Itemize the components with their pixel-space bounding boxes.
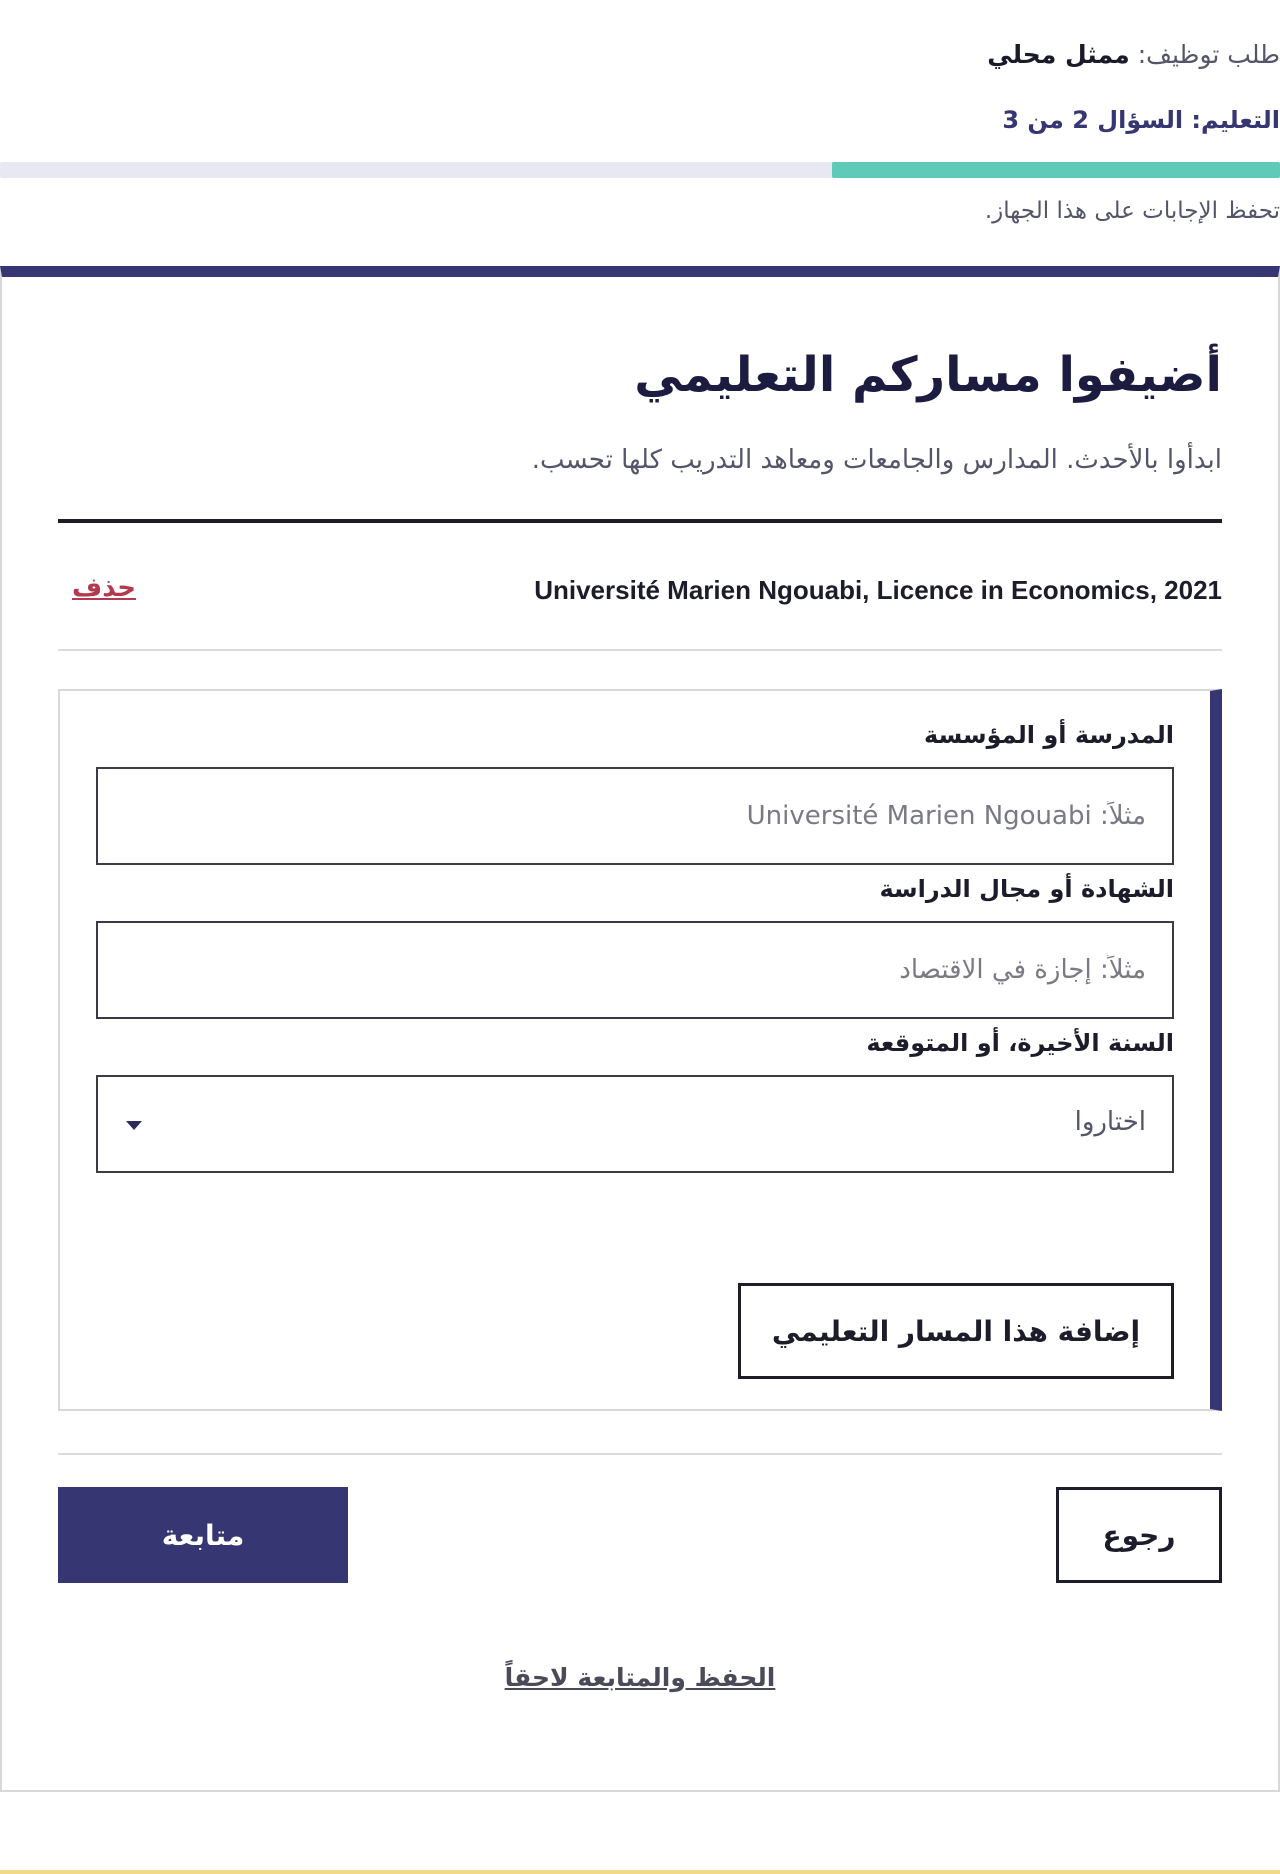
year-select[interactable]	[96, 1075, 1174, 1173]
year-select-value: اختاروا	[1074, 1107, 1146, 1137]
education-card	[0, 266, 1280, 1792]
degree-input[interactable]	[96, 921, 1174, 1019]
back-button[interactable]: رجوع	[1056, 1487, 1222, 1583]
save-and-continue-later-link[interactable]: الحفظ والمتابعة لاحقاً	[504, 1663, 776, 1692]
add-education-form	[58, 689, 1222, 1411]
school-input[interactable]	[96, 767, 1174, 865]
job-prefix: طلب توظيف:	[1129, 40, 1280, 69]
section-divider	[58, 519, 1222, 523]
progress-bar	[0, 162, 1280, 178]
education-entry	[58, 563, 1222, 623]
delete-entry-link[interactable]: حذف	[72, 573, 136, 603]
education-entry-text: Université Marien Ngouabi, Licence in Economics, 2021	[534, 575, 1222, 605]
job-application-line	[987, 40, 1280, 69]
add-education-button[interactable]: إضافة هذا المسار التعليمي	[738, 1283, 1174, 1379]
step-indicator: التعليم: السؤال 2 من 3	[1002, 106, 1280, 134]
job-name: ممثل محلي	[987, 40, 1130, 69]
school-label: المدرسة أو المؤسسة	[924, 721, 1174, 749]
actions-divider	[58, 1453, 1222, 1455]
entry-divider	[58, 649, 1222, 651]
year-label: السنة الأخيرة، أو المتوقعة	[866, 1029, 1174, 1057]
degree-label: الشهادة أو مجال الدراسة	[879, 875, 1174, 903]
page-title: أضيفوا مساركم التعليمي	[634, 347, 1222, 403]
bottom-accent-bar	[0, 1870, 1280, 1874]
page-subtitle: ابدأوا بالأحدث. المدارس والجامعات ومعاهد التدريب كلها تحسب.	[531, 445, 1222, 475]
progress-bar-fill	[832, 162, 1280, 178]
save-note: تحفظ الإجابات على هذا الجهاز.	[984, 198, 1280, 224]
chevron-down-icon	[126, 1121, 142, 1130]
continue-button[interactable]: متابعة	[58, 1487, 348, 1583]
